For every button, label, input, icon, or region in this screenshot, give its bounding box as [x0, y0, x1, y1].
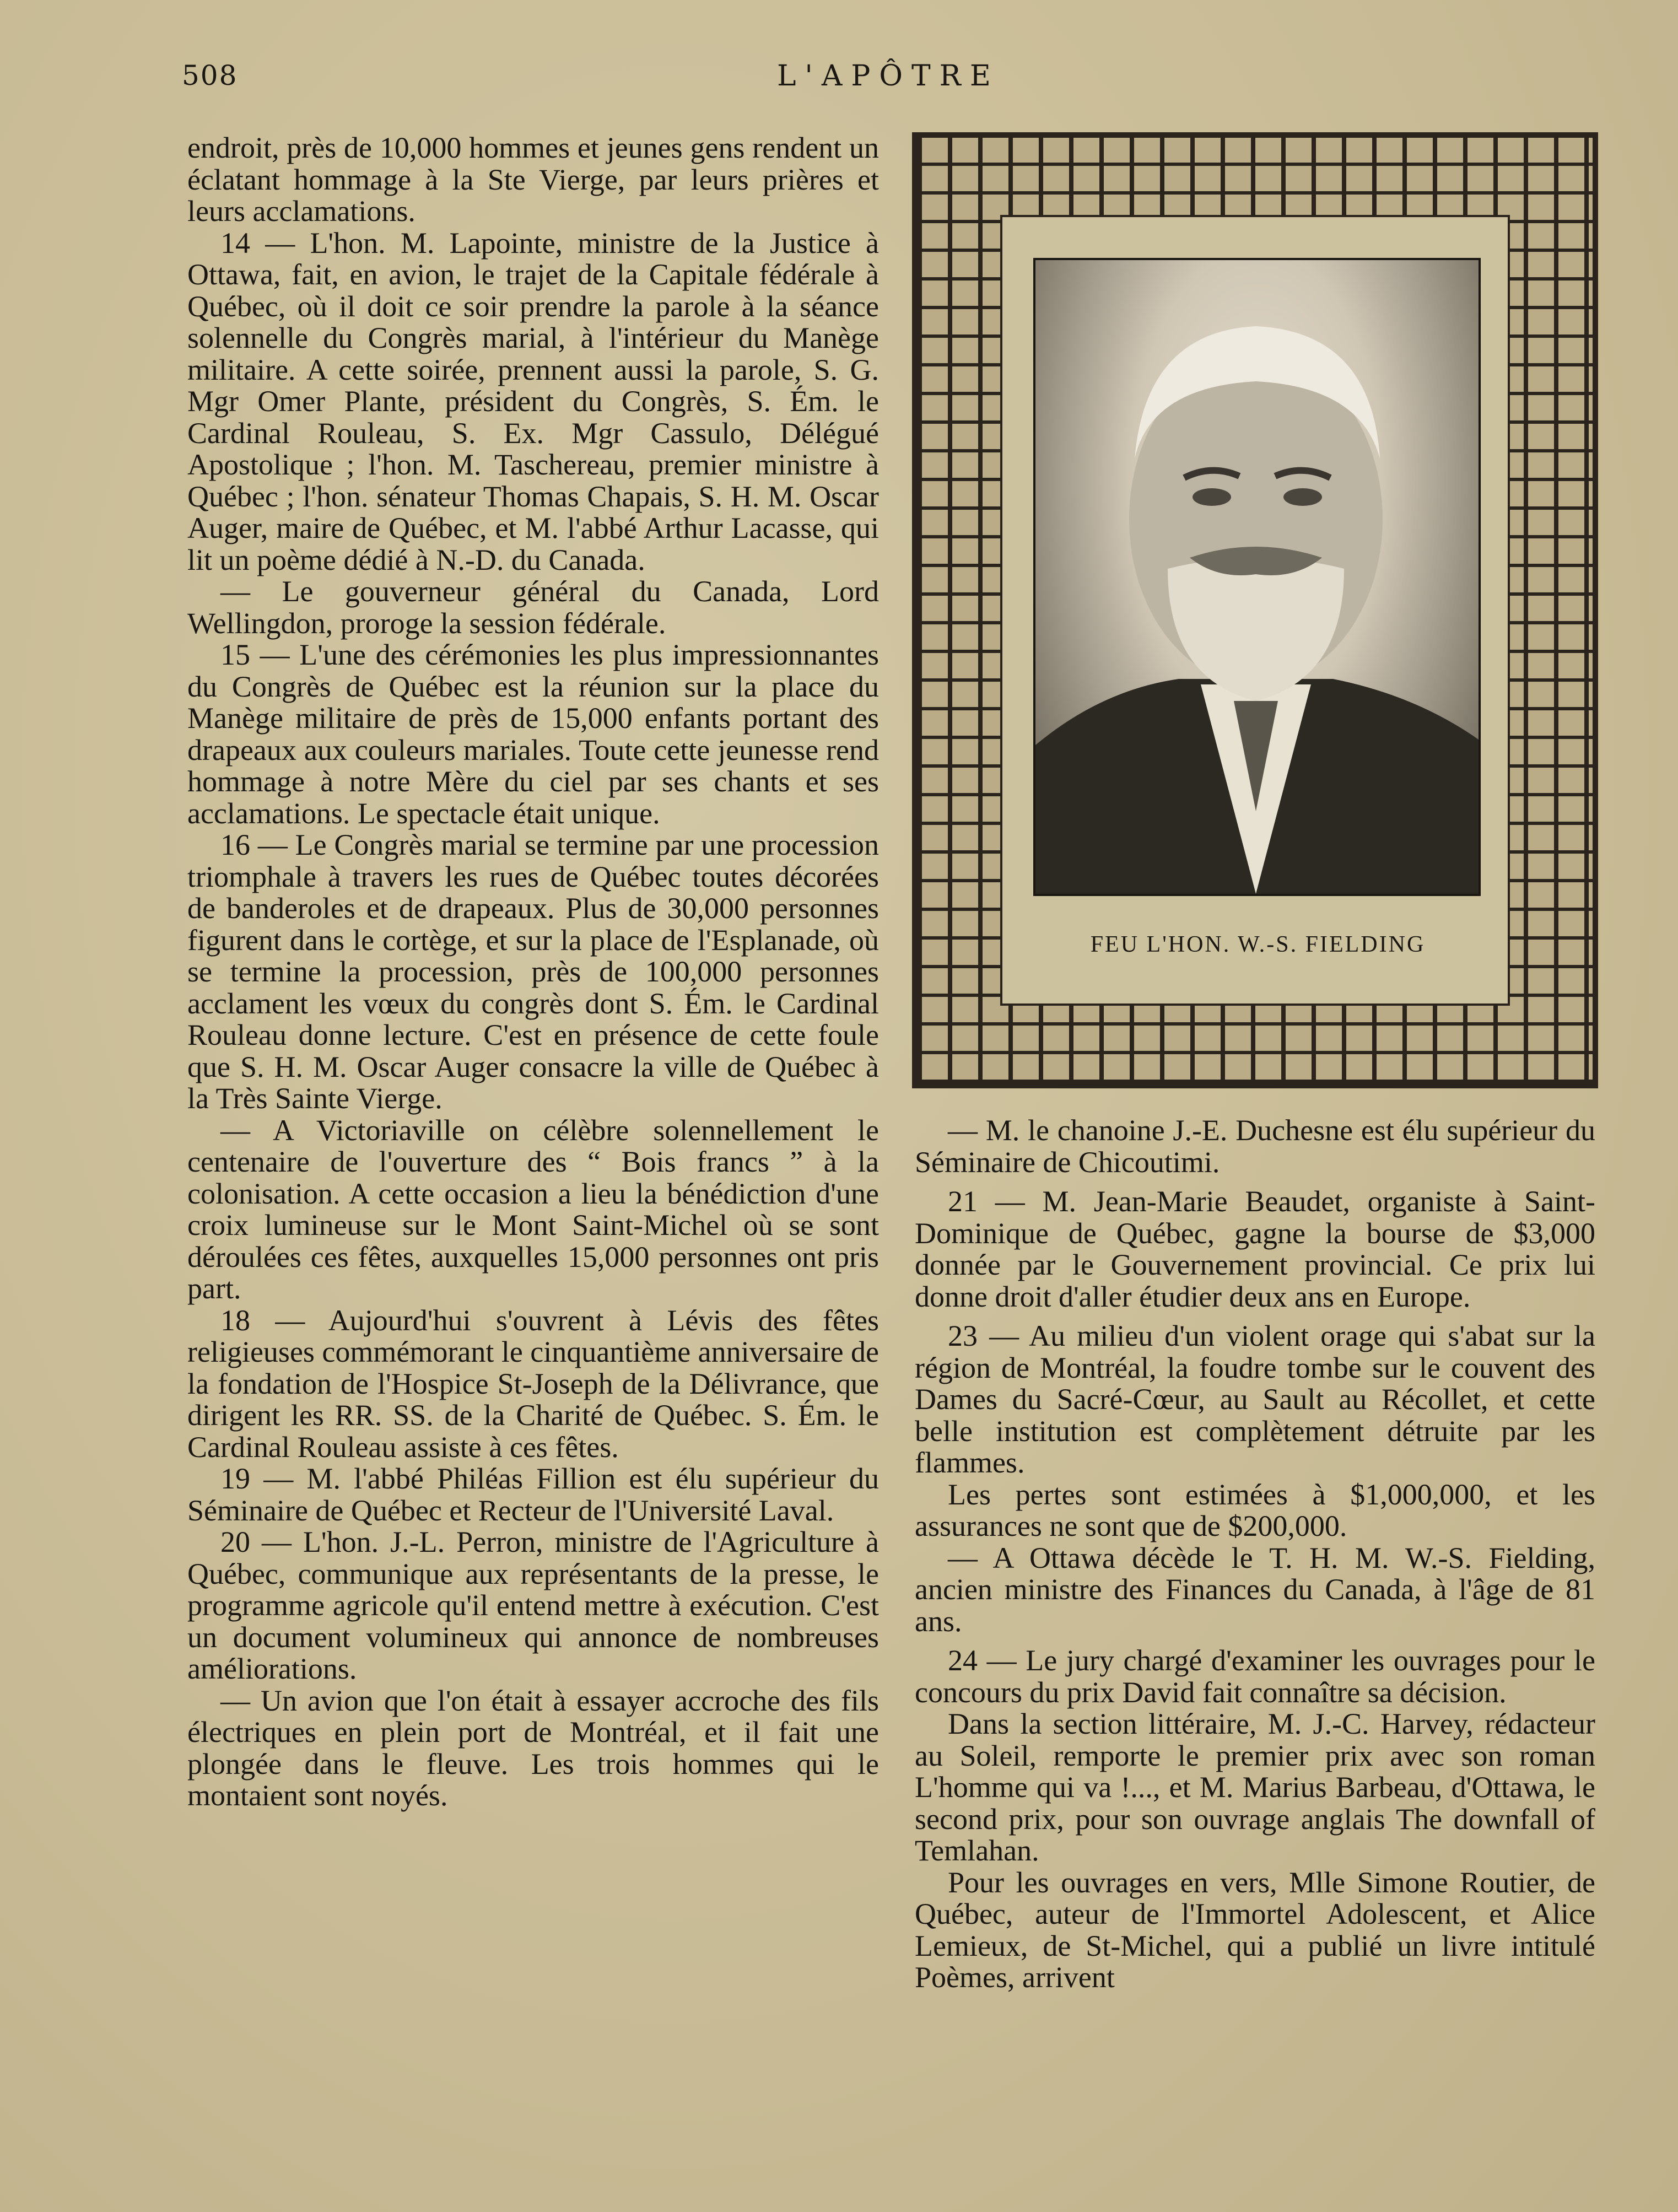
paragraph: — A Ottawa décède le T. H. M. W.-S. Fielding, ancien ministre des Finances du Canada, à l'âge de 81 ans.	[915, 1541, 1595, 1638]
paragraph: endroit, près de 10,000 hommes et jeunes gens rendent un éclatant hommage à la Ste Vierge, par leurs prières et leurs acclamations.	[187, 131, 879, 228]
paragraph: 15 — L'une des cérémonies les plus impressionnantes du Congrès de Québec est la réunion sur la place du Manège militaire de près de 15,000 enfants portant des drapeaux aux couleurs mariales. Toute cette jeunesse rend hommage à notre Mère du ciel par ses chants et ses acclamations. Le spectacle était unique.	[187, 638, 879, 830]
paragraph: 18 — Aujourd'hui s'ouvrent à Lévis des fêtes religieuses commémorant le cinquantième anniversaire de la fondation de l'Hospice St-Joseph de la Délivrance, que dirigent les RR. SS. de la Charité de Québec. S. Ém. le Cardinal Rouleau assiste à ces fêtes.	[187, 1303, 879, 1464]
paragraph: 16 — Le Congrès marial se termine par une procession triomphale à travers les rues de Québec toutes décorées de banderoles et de drapeaux. Plus de 30,000 personnes figurent dans le cortège, et sur la place de l'Esplanade, où se termine la procession, près de 100,000 personnes acclament les vœux du congrès dont S. Ém. le Cardinal Rouleau donne lecture. C'est en présence de cette foule que S. H. M. Oscar Auger consacre la ville de Québec à la Très Sainte Vierge.	[187, 828, 879, 1115]
paragraph: — Le gouverneur général du Canada, Lord Wellingdon, proroge la session fédérale.	[187, 575, 879, 640]
running-head: L'APÔTRE	[777, 60, 1000, 93]
paragraph: Dans la section littéraire, M. J.-C. Harvey, rédacteur au Soleil, remporte le premier prix avec son roman L'homme qui va !..., et M. Marius Barbeau, d'Ottawa, le second prix, pour son ouvrage anglais The downfall of Temlahan.	[915, 1707, 1595, 1867]
page-header	[182, 60, 1595, 104]
paragraph: Pour les ouvrages en vers, Mlle Simone Routier, de Québec, auteur de l'Immortel Adolescent, et Alice Lemieux, de St-Michel, qui a publié un livre intitulé Poèmes, arrivent	[915, 1865, 1595, 1994]
paragraph: — Un avion que l'on était à essayer accroche des fils électriques en plein port de Montréal, et il fait une plongée dans le fleuve. Les trois hommes qui le montaient sont noyés.	[187, 1684, 879, 1812]
right-column	[915, 1115, 1595, 1994]
paragraph: Les pertes sont estimées à $1,000,000, et les assurances ne sont que de $200,000.	[915, 1477, 1595, 1542]
left-column	[187, 132, 879, 1812]
portrait-photo-icon	[1033, 258, 1481, 896]
figure-caption: FEU L'HON. W.-S. FIELDING	[1090, 932, 1426, 957]
paragraph: 21 — M. Jean-Marie Beaudet, organiste à Saint-Dominique de Québec, gagne la bourse de $3,000 donnée par le Gouvernement provincial. Ce prix lui donne droit d'aller étudier deux ans en Europe.	[915, 1185, 1595, 1313]
paragraph: 23 — Au milieu d'un violent orage qui s'abat sur la région de Montréal, la foudre tombe sur le couvent des Dames du Sacré-Cœur, au Sault au Récollet, et cette belle institution est complètement détruite par les flammes.	[915, 1319, 1595, 1479]
page-number: 508	[182, 60, 238, 91]
paragraph: — M. le chanoine J.-E. Duchesne est élu supérieur du Séminaire de Chicoutimi.	[915, 1114, 1595, 1179]
paragraph: — A Victoriaville on célèbre solennellement le centenaire de l'ouverture des “ Bois francs ” à la colonisation. A cette occasion a lieu la bénédiction d'une croix lumineuse sur le Mont Saint-Michel où se sont déroulées ces fêtes, auxquelles 15,000 personnes ont pris part.	[187, 1113, 879, 1305]
paragraph: 14 — L'hon. M. Lapointe, ministre de la Justice à Ottawa, fait, en avion, le trajet de la Capitale fédérale à Québec, où il doit ce soir prendre la parole à la séance solennelle du Congrès marial, à l'intérieur du Manège militaire. A cette soirée, prennent aussi la parole, S. G. Mgr Omer Plante, président du Congrès, S. Ém. le Cardinal Rouleau, S. Ex. Mgr Cassulo, Délégué Apostolique ; l'hon. M. Taschereau, premier ministre à Québec ; l'hon. sénateur Thomas Chapais, S. H. M. Oscar Auger, maire de Québec, et M. l'abbé Arthur Lacasse, qui lit un poème dédié à N.-D. du Canada.	[187, 226, 879, 576]
paragraph: 19 — M. l'abbé Philéas Fillion est élu supérieur du Séminaire de Québec et Recteur de l'Université Laval.	[187, 1462, 879, 1527]
paragraph: 20 — L'hon. J.-L. Perron, ministre de l'Agriculture à Québec, communique aux représentants de la presse, le programme agricole qu'il entend mettre à exécution. C'est un document volumineux qui annonce de nombreuses améliorations.	[187, 1525, 879, 1685]
paragraph: 24 — Le jury chargé d'examiner les ouvrages pour le concours du prix David fait connaître sa décision.	[915, 1644, 1595, 1709]
